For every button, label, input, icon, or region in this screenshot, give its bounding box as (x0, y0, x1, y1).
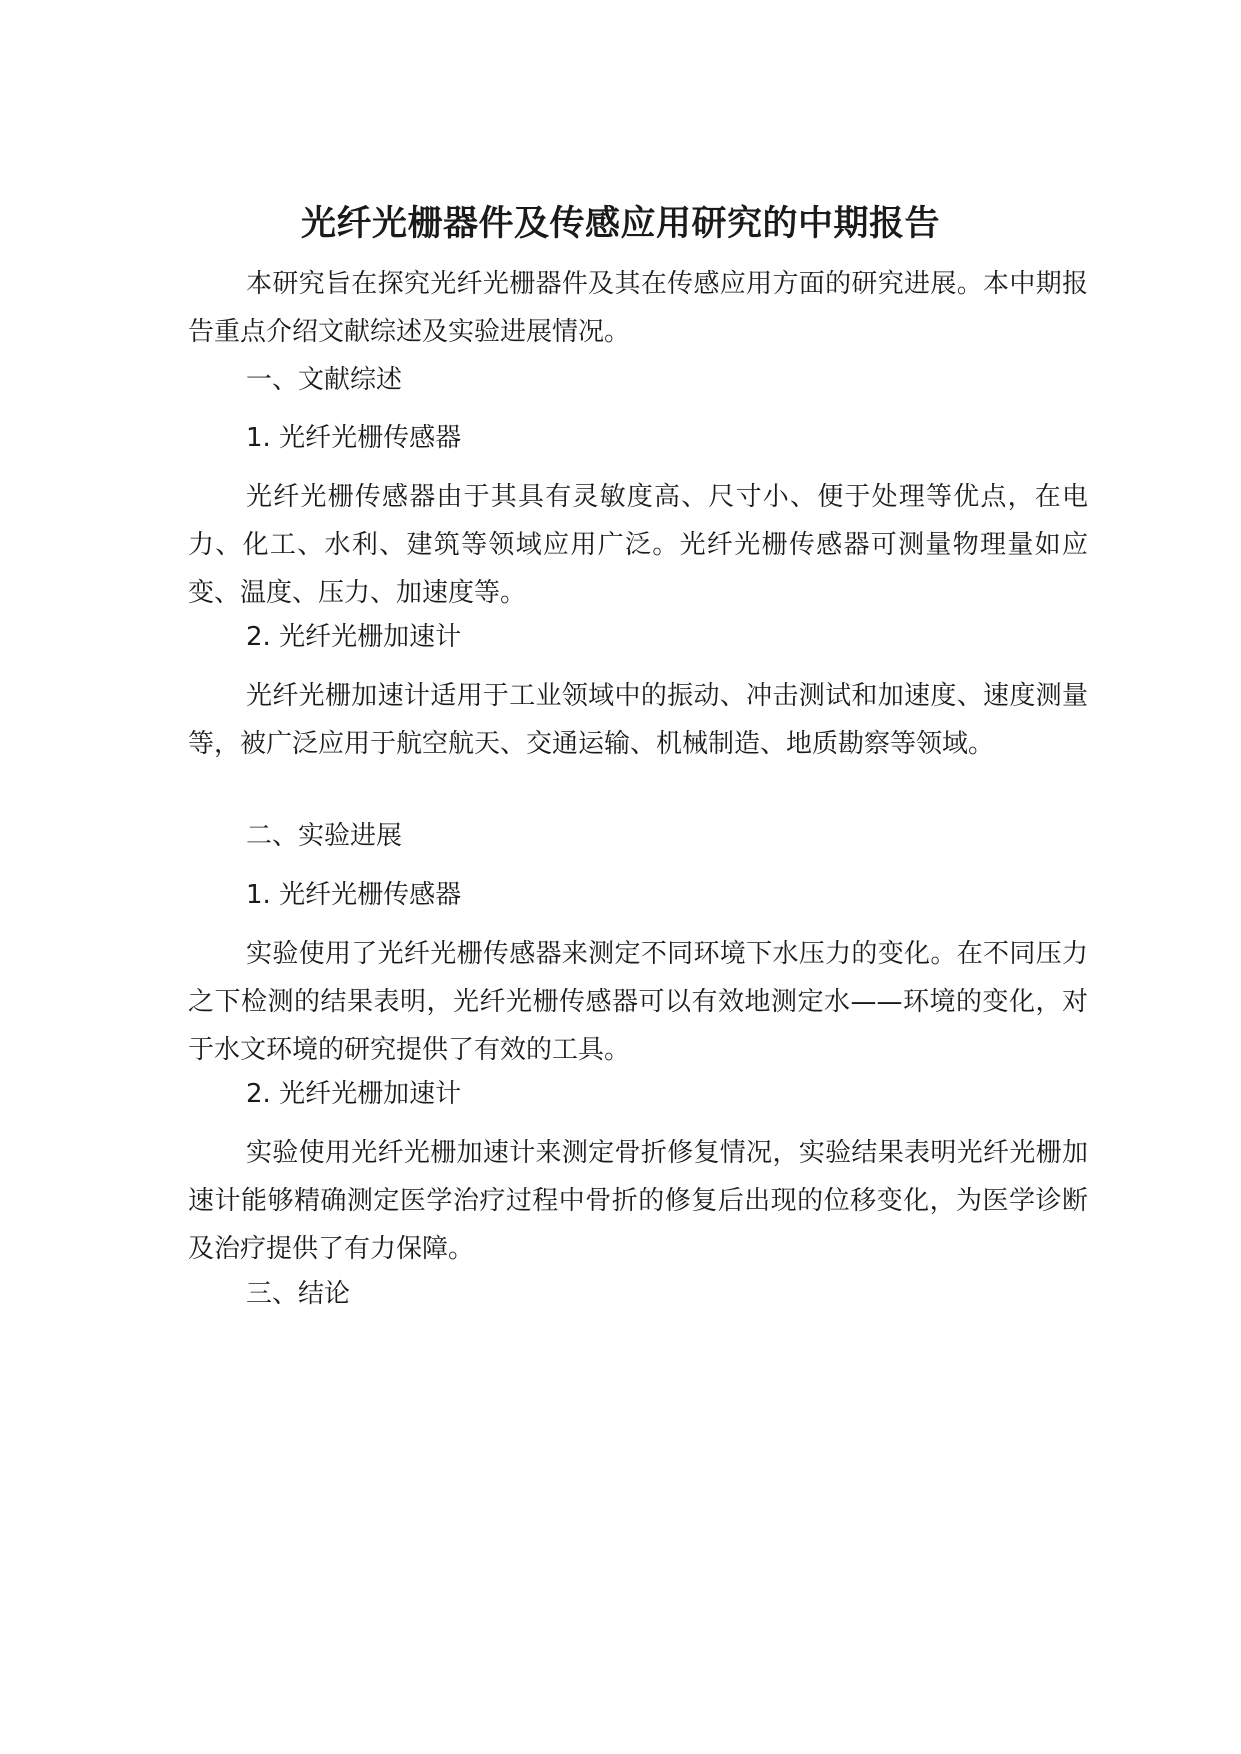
section-heading-literature-review: 一、文献综述 (246, 365, 403, 395)
subsection-heading-fbg-accelerometer: 2. 光纤光栅加速计 (246, 622, 462, 652)
section-heading-conclusion: 三、结论 (246, 1279, 351, 1309)
subsection-heading-fbg-sensor: 1. 光纤光栅传感器 (246, 423, 462, 453)
paragraph-fbg-accelerometer-experiment: 实验使用光纤光栅加速计来测定骨折修复情况，实验结果表明光纤光栅加速计能够精确测定医学治疗过程中骨折的修复后出现的位移变化，为医学诊断及治疗提供了有力保障。 (188, 1138, 1088, 1264)
paragraph-fbg-accelerometer-review: 光纤光栅加速计适用于工业领域中的振动、冲击测试和加速度、速度测量等，被广泛应用于航空航天、交通运输、机械制造、地质勘察等领域。 (188, 681, 1088, 759)
intro-paragraph: 本研究旨在探究光纤光栅器件及其在传感应用方面的研究进展。本中期报告重点介绍文献综述及实验进展情况。 (188, 269, 1088, 347)
paragraph-fbg-sensor-experiment: 实验使用了光纤光栅传感器来测定不同环境下水压力的变化。在不同压力之下检测的结果表明，光纤光栅传感器可以有效地测定水——环境的变化，对于水文环境的研究提供了有效的工具。 (188, 939, 1088, 1065)
document-title: 光纤光栅器件及传感应用研究的中期报告 (300, 204, 940, 245)
paragraph-fbg-sensor-review: 光纤光栅传感器由于其具有灵敏度高、尺寸小、便于处理等优点，在电力、化工、水利、建筑等领域应用广泛。光纤光栅传感器可测量物理量如应变、温度、压力、加速度等。 (188, 482, 1088, 608)
subsection-heading-fbg-sensor-experiment: 1. 光纤光栅传感器 (246, 880, 462, 910)
section-heading-experiment-progress: 二、实验进展 (246, 821, 403, 851)
subsection-heading-fbg-accelerometer-experiment: 2. 光纤光栅加速计 (246, 1079, 462, 1109)
